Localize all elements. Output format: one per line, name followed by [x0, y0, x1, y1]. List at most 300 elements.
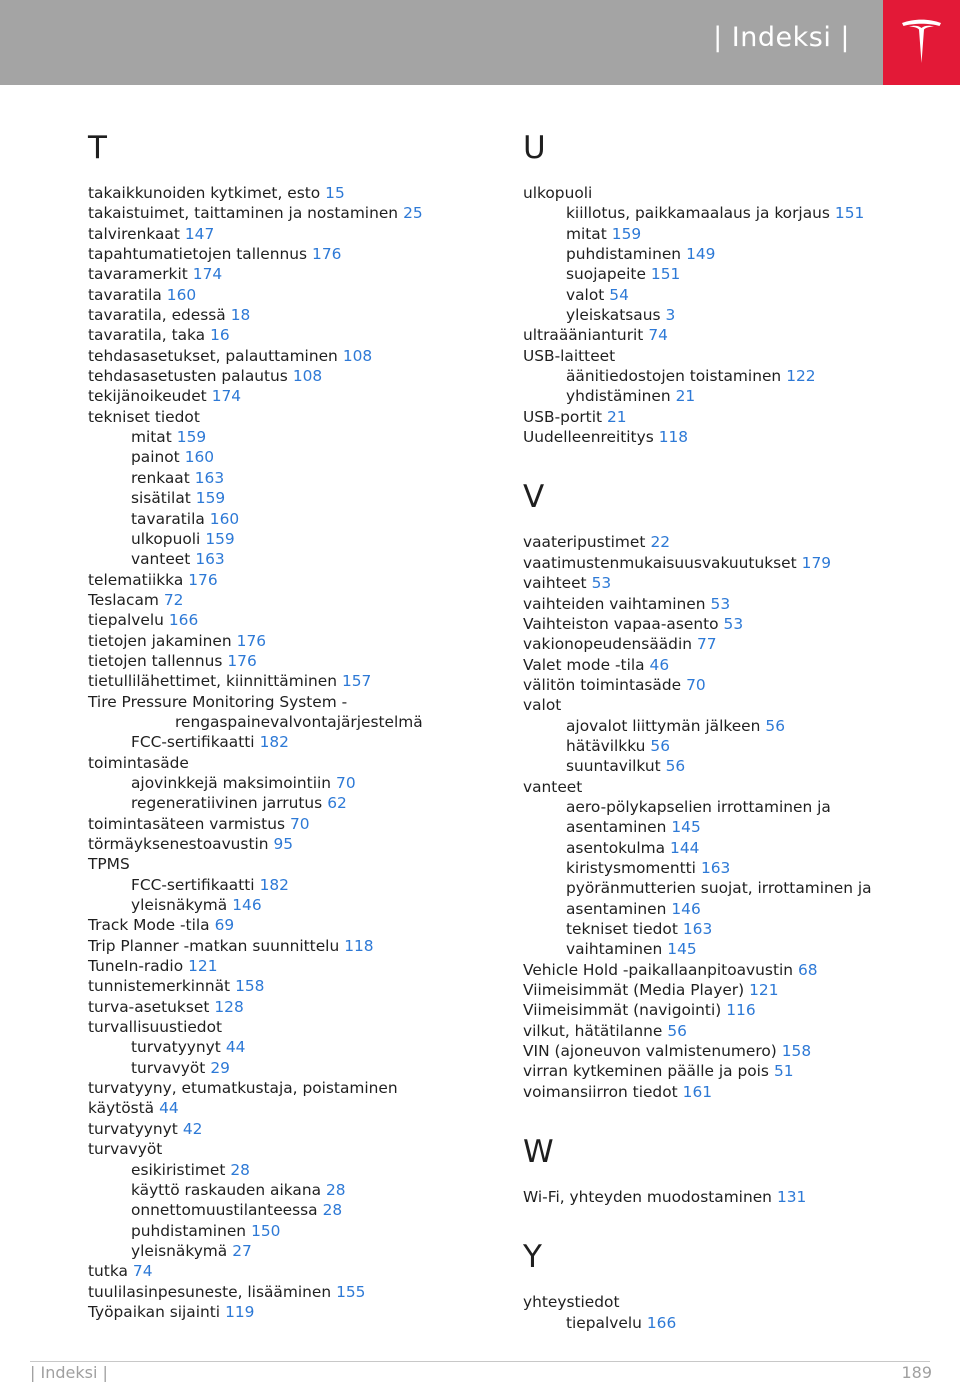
index-page-link[interactable]: 160: [209, 509, 240, 528]
index-entry: [523, 427, 943, 447]
index-entry-term: tunnistemerkinnät: [88, 977, 231, 996]
index-page-link[interactable]: 176: [227, 651, 257, 670]
index-entry: [523, 980, 943, 1000]
index-page-link[interactable]: 95: [273, 835, 294, 853]
index-page-link[interactable]: 28: [230, 1160, 250, 1179]
index-page-link[interactable]: 182: [259, 875, 289, 894]
index-entry-term: USB-portit: [523, 407, 603, 426]
index-entry: [88, 773, 508, 793]
index-page-link[interactable]: 151: [650, 265, 681, 284]
index-entry: [88, 834, 508, 854]
index-entry: [523, 1313, 943, 1333]
index-page-link[interactable]: 56: [765, 716, 785, 735]
index-page-link[interactable]: 144: [670, 838, 700, 857]
index-entry-term: vanteet: [131, 550, 191, 569]
index-entry: [88, 631, 508, 651]
index-entry: [88, 915, 508, 935]
index-page-link[interactable]: 159: [205, 529, 235, 548]
index-entry-term: hätävilkku: [566, 736, 646, 755]
index-page-link[interactable]: 151: [834, 204, 865, 223]
index-page-link[interactable]: 77: [696, 635, 717, 654]
index-entry: [88, 1017, 508, 1037]
index-entry: [88, 1302, 508, 1322]
index-page-link[interactable]: 122: [786, 367, 816, 386]
index-page-link[interactable]: 53: [591, 574, 612, 593]
index-entry-term: onnettomuustilanteessa: [131, 1201, 318, 1220]
index-page-link[interactable]: 146: [671, 899, 701, 918]
index-entry: [523, 1021, 943, 1041]
index-page-link[interactable]: 145: [671, 818, 701, 837]
index-entry-term: turvatyynyt: [131, 1038, 221, 1057]
index-entry: [523, 386, 943, 406]
index-entry-term: Uudelleenreititys: [523, 428, 654, 447]
index-entry: [88, 1078, 508, 1098]
index-page-link[interactable]: 21: [675, 387, 696, 406]
index-page-link[interactable]: 53: [723, 614, 744, 633]
index-entry: [88, 692, 508, 712]
index-entry: [523, 346, 943, 366]
index-entry-term: vaatimustenmukaisuusvakuutukset: [523, 553, 797, 572]
index-entry: [88, 407, 508, 427]
index-entry-term: tehdasasetukset, palauttaminen: [88, 346, 338, 365]
index-page-link[interactable]: 176: [312, 245, 342, 264]
index-entry-term: voimansiirron tiedot: [523, 1082, 678, 1101]
index-entry: [88, 264, 508, 284]
index-entry: [88, 447, 508, 467]
index-entry: [523, 325, 943, 345]
index-page-link[interactable]: 176: [188, 570, 218, 589]
index-entry-term: asentaminen: [566, 818, 667, 837]
index-entry: [88, 549, 508, 569]
index-entry-term: yhteystiedot: [523, 1293, 620, 1312]
index-page-link[interactable]: 179: [801, 553, 832, 572]
index-entry-term: turvatyynyt: [88, 1119, 178, 1138]
index-entry: [88, 427, 508, 447]
index-page-link[interactable]: 25: [403, 204, 423, 223]
index-entry-term: tehdasasetusten palautus: [88, 367, 288, 386]
index-entry-term: pyöränmutterien suojat, irrottaminen ja: [566, 879, 872, 898]
index-entry: [88, 1119, 508, 1139]
index-entry-term: asentokulma: [566, 838, 666, 857]
index-entry-term: Trip Planner -matkan suunnittelu: [88, 936, 340, 955]
index-entry: [88, 895, 508, 915]
page-header: [0, 0, 960, 85]
index-entry: [88, 488, 508, 508]
index-entry: [88, 224, 508, 244]
tesla-logo-icon: [900, 17, 943, 67]
index-entry-term: painot: [131, 448, 180, 467]
index-entry: [523, 553, 943, 573]
index-page-link[interactable]: 116: [726, 1001, 756, 1020]
index-entry-term: TuneIn-radio: [88, 957, 184, 976]
index-entry: [523, 573, 943, 593]
index-entry-term: yhdistäminen: [566, 387, 671, 406]
index-entry-term: puhdistaminen: [566, 245, 682, 264]
index-entry: [523, 285, 943, 305]
index-entry-term: regeneratiivinen jarrutus: [131, 794, 323, 813]
index-page-link[interactable]: 28: [326, 1180, 346, 1199]
index-entry-term: vaihtaminen: [566, 940, 663, 959]
index-entry-term: vilkut, hätätilanne: [523, 1021, 663, 1040]
index-entry-term: tutka: [88, 1262, 128, 1281]
index-entry-term: äänitiedostojen toistaminen: [566, 367, 782, 386]
index-entry-term: tietojen tallennus: [88, 651, 223, 670]
index-page-link[interactable]: 72: [163, 590, 184, 609]
index-entry: [88, 1221, 508, 1241]
index-entry: [88, 712, 508, 732]
index-page-link[interactable]: 27: [232, 1241, 252, 1260]
index-entry: [523, 1041, 943, 1061]
index-entry-term: ulkopuoli: [131, 529, 201, 548]
index-page-link[interactable]: 15: [325, 184, 345, 202]
index-page-link[interactable]: 70: [289, 814, 310, 833]
footer-page-number: 189: [901, 1363, 932, 1382]
index-entry: [88, 976, 508, 996]
index-entry: [88, 936, 508, 956]
index-entry-term: takaikkunoiden kytkimet, esto: [88, 184, 321, 202]
index-entry: [88, 529, 508, 549]
index-page-link[interactable]: 160: [184, 448, 215, 467]
index-page-link[interactable]: 161: [682, 1082, 713, 1101]
index-page-link[interactable]: 147: [184, 224, 215, 243]
index-entry-term: tapahtumatietojen tallennus: [88, 245, 308, 264]
index-entry: [523, 183, 943, 203]
index-entry-term: toimintasäde: [88, 753, 189, 772]
index-entry-term: tavaratila: [131, 509, 205, 528]
index-entry-term: VIN (ajoneuvon valmistenumero): [523, 1042, 777, 1061]
index-page-link[interactable]: 44: [225, 1038, 246, 1057]
index-entry-term: yleisnäkymä: [131, 1241, 228, 1260]
index-entry: [88, 1180, 508, 1200]
index-entry: [523, 960, 943, 980]
index-entry-term: puhdistaminen: [131, 1221, 247, 1240]
index-entry: [88, 997, 508, 1017]
index-letter-heading: U: [523, 130, 546, 166]
index-entry-term: ulkopuoli: [523, 184, 593, 202]
index-letter-heading: Y: [523, 1239, 542, 1276]
index-page-link[interactable]: 74: [132, 1262, 153, 1281]
index-entry-term: kiristysmomentti: [566, 858, 696, 877]
section-gap: [523, 447, 943, 477]
index-entry: [88, 854, 508, 874]
index-entry-term: törmäyksenestoavustin: [88, 835, 269, 853]
index-entry-term: telematiikka: [88, 570, 184, 589]
index-entry-term: vanteet: [523, 777, 583, 796]
index-entry: [523, 305, 943, 325]
index-entry: [88, 1037, 508, 1057]
index-entry-term: vakionopeudensäädin: [523, 635, 692, 654]
index-entry: [523, 264, 943, 284]
index-entry: [88, 1139, 508, 1159]
index-entry: [523, 655, 943, 675]
index-entry: [88, 814, 508, 834]
index-entry: [88, 1098, 508, 1118]
index-entry-term: suojapeite: [566, 265, 646, 284]
index-page-link[interactable]: 16: [210, 326, 230, 345]
index-entry: [88, 203, 508, 223]
index-page-link[interactable]: 54: [609, 285, 629, 304]
index-letter-heading: W: [523, 1134, 554, 1171]
index-entry-term: vaihteet: [523, 574, 587, 593]
index-entry: [523, 797, 943, 817]
index-page-link[interactable]: 53: [710, 594, 731, 613]
index-letter-heading: V: [523, 479, 545, 516]
index-entry: [523, 614, 943, 634]
index-page-link[interactable]: 3: [665, 306, 676, 325]
index-page-link[interactable]: 42: [182, 1119, 203, 1138]
index-entry-term: tietullilähettimet, kiinnittäminen: [88, 672, 337, 691]
index-page-link[interactable]: 160: [166, 285, 197, 304]
index-page-link[interactable]: 74: [648, 326, 668, 345]
index-entry-term: Viimeisimmät (navigointi): [523, 1001, 722, 1020]
index-page-link[interactable]: 108: [342, 346, 373, 365]
index-page-link[interactable]: 145: [667, 940, 697, 959]
footer-divider: [30, 1361, 930, 1362]
index-entry-term: suuntavilkut: [566, 757, 661, 776]
index-entry: [88, 1261, 508, 1281]
index-page-link[interactable]: 68: [798, 960, 818, 979]
index-entry-term: tavaratila, edessä: [88, 306, 226, 325]
index-entry-term: tavaratila: [88, 285, 162, 304]
brand-logo-box: [883, 0, 960, 85]
index-entry: [523, 1000, 943, 1020]
index-entry: [88, 386, 508, 406]
index-entry-term: virran kytkeminen päälle ja pois: [523, 1062, 769, 1081]
index-entry-term: Vaihteiston vapaa-asento: [523, 614, 719, 633]
index-entry-term: tiepalvelu: [88, 611, 164, 630]
index-entry-term: yleisnäkymä: [131, 896, 228, 915]
index-entry-term: turvavyöt: [131, 1058, 206, 1077]
index-entry-term: USB-laitteet: [523, 346, 616, 365]
index-page-link[interactable]: 69: [214, 916, 235, 935]
index-entry-term: Työpaikan sijainti: [88, 1302, 221, 1321]
index-entry-term: ajovalot liittymän jälkeen: [566, 716, 761, 735]
index-page-link[interactable]: 18: [230, 306, 251, 325]
index-entry: [523, 1187, 943, 1207]
index-page-link[interactable]: 150: [251, 1221, 281, 1240]
index-entry-term: mitat: [566, 224, 607, 243]
index-column-left: [88, 128, 508, 1322]
index-entry: [88, 590, 508, 610]
index-entry-term: esikiristimet: [131, 1160, 226, 1179]
index-entry-term: käytöstä: [88, 1099, 155, 1118]
index-entry-term: ultraäänianturit: [523, 326, 644, 345]
index-page-link[interactable]: 174: [211, 387, 242, 406]
index-page-link[interactable]: 158: [781, 1042, 812, 1061]
index-entry: [88, 793, 508, 813]
index-entry: [523, 594, 943, 614]
index-entry-term: tekniset tiedot: [88, 407, 200, 426]
section-gap: [523, 1207, 943, 1237]
index-entry: [523, 695, 943, 715]
index-entry: [88, 753, 508, 773]
index-entry: [88, 1058, 508, 1078]
index-entry-term: Teslacam: [88, 590, 159, 609]
index-page-link[interactable]: 128: [214, 997, 244, 1016]
index-entry-term: Vehicle Hold -paikallaanpitoavustin: [523, 960, 794, 979]
index-entry: [523, 878, 943, 898]
index-entry-term: tuulilasinpesuneste, lisääminen: [88, 1282, 332, 1301]
index-entry-term: vaateripustimet: [523, 533, 646, 552]
index-entry: [523, 777, 943, 797]
index-page-link[interactable]: 163: [195, 550, 225, 569]
index-entry: [523, 716, 943, 736]
index-entry: [88, 671, 508, 691]
index-entry: [88, 325, 508, 345]
index-entry-term: käyttö raskauden aikana: [131, 1180, 322, 1199]
section-gap: [523, 1102, 943, 1132]
index-entry-term: välitön toimintasäde: [523, 675, 682, 694]
index-entry-term: toimintasäteen varmistus: [88, 814, 285, 833]
index-entry-term: tietojen jakaminen: [88, 631, 232, 650]
index-page-link[interactable]: 155: [336, 1282, 366, 1301]
index-entry: [523, 407, 943, 427]
index-entry: [88, 651, 508, 671]
index-page-link[interactable]: 182: [259, 733, 289, 752]
index-page-link[interactable]: 108: [292, 367, 323, 386]
index-entry-term: Wi-Fi, yhteyden muodostaminen: [523, 1188, 772, 1207]
index-page-link[interactable]: 70: [686, 675, 706, 694]
index-entry: [523, 939, 943, 959]
index-entry: [88, 610, 508, 630]
index-entry-term: tiepalvelu: [566, 1313, 642, 1332]
index-entry: [523, 1082, 943, 1102]
index-entry-term: takaistuimet, taittaminen ja nostaminen: [88, 204, 399, 223]
index-page-link[interactable]: 159: [611, 224, 642, 243]
index-page-link[interactable]: 166: [168, 611, 199, 630]
index-entry-term: aero-pölykapselien irrottaminen ja: [566, 797, 831, 816]
index-entry: [88, 732, 508, 752]
index-page-link[interactable]: 159: [176, 428, 207, 447]
index-page-link[interactable]: 56: [665, 757, 686, 776]
index-page-link[interactable]: 158: [235, 977, 265, 996]
index-entry-term: tekijänoikeudet: [88, 387, 207, 406]
index-entry-term: renkaat: [131, 468, 190, 487]
index-entry-term: FCC-sertifikaatti: [131, 875, 255, 894]
index-page-link[interactable]: 157: [341, 672, 372, 691]
index-entry: [523, 858, 943, 878]
index-entry: [523, 532, 943, 552]
index-page-link[interactable]: 174: [192, 265, 223, 284]
index-entry: [523, 838, 943, 858]
index-entry: [523, 1061, 943, 1081]
index-entry-term: TPMS: [88, 855, 130, 874]
header-title: | Indeksi |: [713, 22, 850, 53]
index-entry-term: turvallisuustiedot: [88, 1018, 223, 1037]
index-entry-term: Viimeisimmät (Media Player): [523, 981, 745, 1000]
index-page-link[interactable]: 29: [210, 1058, 230, 1077]
index-entry-term: tekniset tiedot: [566, 920, 678, 938]
index-entry: [88, 1282, 508, 1302]
index-entry-term: tavaramerkit: [88, 265, 188, 284]
index-entry-term: FCC-sertifikaatti: [131, 733, 255, 752]
index-page-link[interactable]: 56: [650, 736, 671, 755]
index-page-link[interactable]: 121: [188, 957, 218, 976]
index-entry: [523, 919, 943, 939]
index-entry: [523, 899, 943, 919]
index-entry-term: kiillotus, paikkamaalaus ja korjaus: [566, 204, 830, 223]
index-entry: [523, 675, 943, 695]
index-entry: [523, 203, 943, 223]
index-entry: [88, 956, 508, 976]
index-entry: [88, 305, 508, 325]
index-entry-term: turvavyöt: [88, 1140, 163, 1159]
index-entry-term: yleiskatsaus: [566, 306, 661, 325]
index-entry-term: valot: [566, 285, 605, 304]
index-entry: [88, 346, 508, 366]
index-entry: [88, 366, 508, 386]
index-entry: [88, 183, 508, 203]
index-page-link[interactable]: 118: [344, 936, 374, 955]
index-entry-term: Valet mode -tila: [523, 655, 645, 674]
index-page-link[interactable]: 56: [667, 1021, 687, 1040]
index-entry-term: Track Mode -tila: [88, 916, 210, 935]
index-entry-term: sisätilat: [131, 489, 191, 508]
index-page-link[interactable]: 22: [650, 533, 671, 552]
index-page-link[interactable]: 149: [686, 245, 716, 264]
index-page-link[interactable]: 21: [607, 407, 627, 426]
index-page-link[interactable]: 70: [336, 773, 356, 792]
index-entry: [88, 1200, 508, 1220]
index-page-link[interactable]: 163: [700, 858, 731, 877]
index-entry: [88, 1241, 508, 1261]
index-entry: [523, 366, 943, 386]
index-entry-term: rengaspainevalvontajärjestelmä: [175, 712, 423, 731]
index-entry: [88, 570, 508, 590]
index-page-link[interactable]: 121: [749, 981, 779, 1000]
index-page-link[interactable]: 131: [776, 1188, 807, 1207]
index-page-link[interactable]: 146: [232, 896, 262, 915]
index-entry: [523, 756, 943, 776]
index-page-link[interactable]: 46: [649, 655, 670, 674]
index-page-link[interactable]: 176: [236, 631, 267, 650]
index-entry-term: valot: [523, 696, 562, 715]
index-letter-heading: T: [88, 130, 107, 166]
index-entry: [523, 634, 943, 654]
index-entry-term: Tire Pressure Monitoring System -: [88, 692, 348, 711]
index-entry: [88, 875, 508, 895]
index-column-right: [523, 128, 943, 1333]
index-page-link[interactable]: 163: [682, 920, 713, 938]
index-page-link[interactable]: 118: [658, 428, 689, 447]
index-entry-term: asentaminen: [566, 899, 667, 918]
index-page-link[interactable]: 28: [322, 1201, 343, 1220]
footer-section-label: | Indeksi |: [30, 1363, 108, 1382]
index-entry-term: ajovinkkejä maksimointiin: [131, 773, 332, 792]
index-page-link[interactable]: 166: [646, 1313, 677, 1332]
index-entry-term: vaihteiden vaihtaminen: [523, 594, 706, 613]
index-entry: [88, 1160, 508, 1180]
index-page-link[interactable]: 119: [225, 1302, 255, 1321]
index-page-link[interactable]: 159: [195, 489, 226, 508]
index-page-link[interactable]: 51: [773, 1062, 794, 1081]
index-entry-term: mitat: [131, 428, 172, 447]
index-entry: [523, 244, 943, 264]
index-entry: [88, 285, 508, 305]
index-page-link[interactable]: 62: [327, 794, 347, 813]
index-entry: [523, 1292, 943, 1312]
index-entry: [88, 244, 508, 264]
index-entry: [88, 509, 508, 529]
index-entry-term: turvatyyny, etumatkustaja, poistaminen: [88, 1079, 398, 1098]
index-entry-term: turva-asetukset: [88, 997, 210, 1016]
index-entry-term: talvirenkaat: [88, 224, 180, 243]
index-entry: [88, 468, 508, 488]
index-entry: [523, 736, 943, 756]
index-page-link[interactable]: 163: [194, 468, 225, 487]
index-entry: [523, 817, 943, 837]
index-page-link[interactable]: 44: [159, 1099, 179, 1118]
